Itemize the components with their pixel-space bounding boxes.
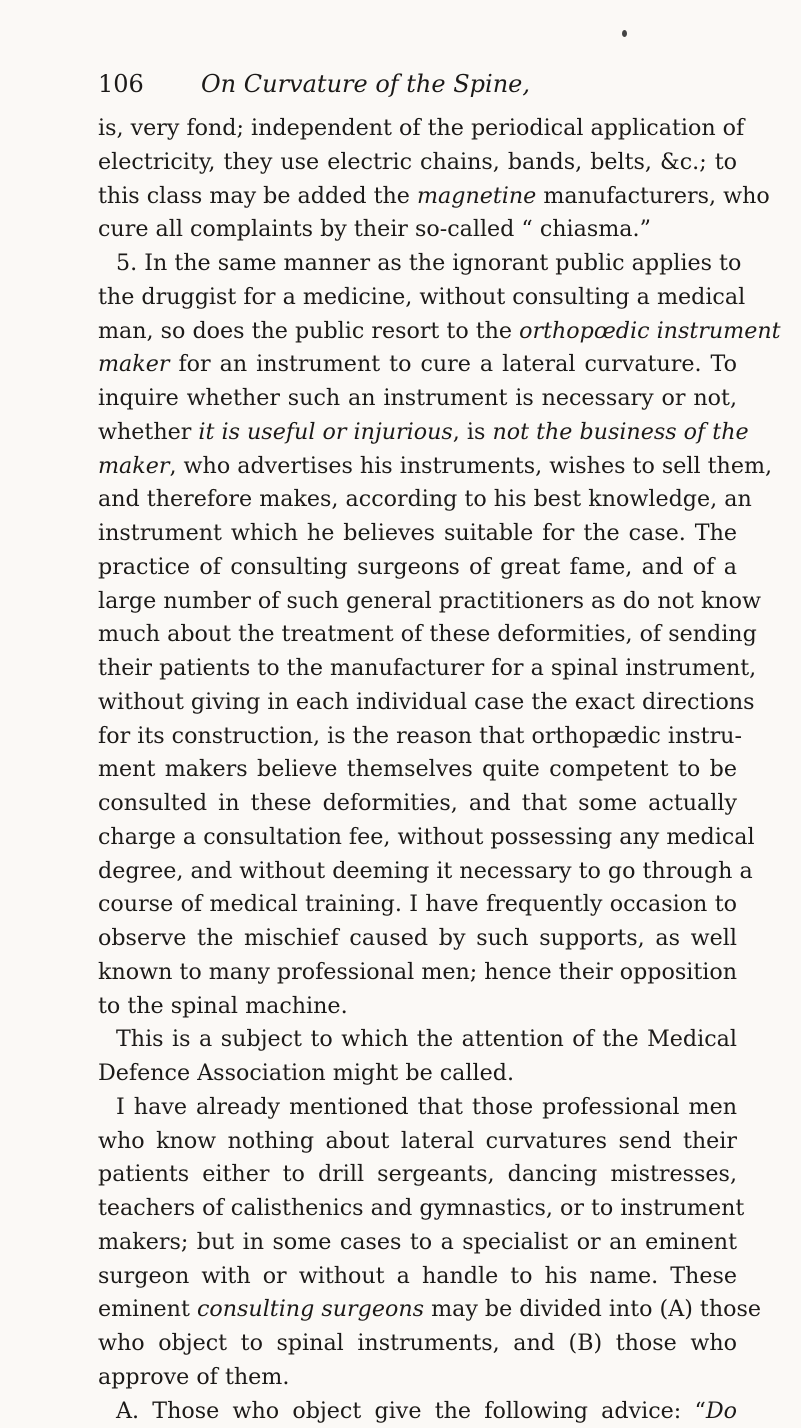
text-segment: Defence Association might be called. [98, 1060, 514, 1086]
text-line [98, 1361, 737, 1395]
text-segment: man, so does the public resort to the [98, 318, 519, 344]
text-segment: practice of consulting surgeons of great fame, and of a [98, 554, 737, 580]
ink-speck [622, 30, 627, 37]
text-segment: to the spinal machine. [98, 993, 348, 1019]
text-segment: I have already mentioned that those professional men [116, 1094, 737, 1120]
text-line [98, 1057, 737, 1091]
text-line [98, 112, 737, 146]
italic-segment: magnetine [417, 183, 536, 209]
text-segment: instrument which he believes suitable for the case. The [98, 520, 737, 546]
text-line [98, 483, 737, 517]
text-line [98, 416, 737, 450]
page-number: 106 [98, 66, 144, 102]
text-line [98, 1125, 737, 1159]
text-line [98, 686, 737, 720]
text-segment: who object to spinal instruments, and (B) those who [98, 1330, 737, 1356]
text-line [98, 652, 737, 686]
text-segment: for its construction, is the reason that orthopædic instru- [98, 723, 742, 749]
text-segment: This is a subject to which the attention of the Medical [116, 1026, 737, 1052]
text-segment: electricity, they use electric chains, bands, belts, &c.; to [98, 149, 737, 175]
text-line [98, 1260, 737, 1294]
italic-segment: maker [98, 453, 169, 479]
text-line [98, 585, 737, 619]
text-line [98, 1293, 737, 1327]
text-segment: , who advertises his instruments, wishes to sell them, [169, 453, 772, 479]
text-segment: inquire whether such an instrument is necessary or not, [98, 385, 737, 411]
text-segment: 5. In the same manner as the ignorant public applies to [116, 250, 741, 276]
text-segment: A. Those who object give the following advice: “ [116, 1398, 706, 1424]
text-line [98, 922, 737, 956]
text-line [98, 1091, 737, 1125]
text-segment: approve of them. [98, 1364, 289, 1390]
text-line [98, 956, 737, 990]
text-line [98, 618, 737, 652]
text-segment: teachers of calisthenics and gymnastics, or to instrument [98, 1195, 744, 1221]
italic-segment: it is useful or injurious [198, 419, 452, 445]
text-line [98, 382, 737, 416]
text-line [98, 888, 737, 922]
italic-segment: not the business of the [492, 419, 748, 445]
text-segment: course of medical training. I have frequently occasion to [98, 891, 737, 917]
text-segment: may be divided into (A) those [424, 1296, 761, 1322]
text-line [98, 450, 737, 484]
text-segment: this class may be added the [98, 183, 417, 209]
text-segment: large number of such general practitioners as do not know [98, 588, 761, 614]
text-line [98, 1023, 737, 1057]
italic-segment: consulting surgeons [197, 1296, 424, 1322]
body-text [98, 112, 737, 1428]
text-line [98, 348, 737, 382]
text-line [98, 1192, 737, 1226]
italic-segment: maker [98, 351, 169, 377]
running-title: On Curvature of the Spine, [201, 66, 530, 102]
text-line [98, 1327, 737, 1361]
text-line [98, 787, 737, 821]
text-segment: consulted in these deformities, and that some actually [98, 790, 737, 816]
text-line [98, 146, 737, 180]
text-segment: patients either to drill sergeants, dancing mistresses, [98, 1161, 737, 1187]
text-line [98, 213, 737, 247]
text-line [98, 821, 737, 855]
text-segment: for an instrument to cure a lateral curvature. To [169, 351, 737, 377]
text-segment: and therefore makes, according to his best knowledge, an [98, 486, 752, 512]
text-segment: who know nothing about lateral curvatures send their [98, 1128, 737, 1154]
text-segment: , is [453, 419, 493, 445]
page-header [98, 66, 738, 102]
text-line [98, 517, 737, 551]
text-segment: is, very fond; independent of the periodical application of [98, 115, 744, 141]
text-line [98, 180, 737, 214]
text-segment: cure all complaints by their so-called “ chiasma.” [98, 216, 651, 242]
text-line [98, 1395, 737, 1428]
text-segment: much about the treatment of these deformities, of sending [98, 621, 757, 647]
text-segment: surgeon with or without a handle to his name. These [98, 1263, 737, 1289]
text-segment: makers; but in some cases to a specialist or an eminent [98, 1229, 737, 1255]
text-line [98, 990, 737, 1024]
text-segment: whether [98, 419, 198, 445]
text-line [98, 855, 737, 889]
text-line [98, 720, 737, 754]
italic-segment: orthopœdic instrument [519, 318, 780, 344]
text-segment: their patients to the manufacturer for a spinal instrument, [98, 655, 756, 681]
text-line [98, 1158, 737, 1192]
text-segment: degree, and without deeming it necessary to go through a [98, 858, 753, 884]
text-segment: charge a consultation fee, without possessing any medical [98, 824, 755, 850]
text-line [98, 247, 737, 281]
text-line [98, 753, 737, 787]
text-segment: the druggist for a medicine, without consulting a medical [98, 284, 745, 310]
text-segment: known to many professional men; hence their opposition [98, 959, 737, 985]
text-line [98, 281, 737, 315]
text-line [98, 551, 737, 585]
text-segment: without giving in each individual case the exact directions [98, 689, 755, 715]
text-segment: manufacturers, who [536, 183, 769, 209]
text-line [98, 1226, 737, 1260]
text-line [98, 315, 737, 349]
text-segment: observe the mischief caused by such supports, as well [98, 925, 737, 951]
text-segment: ment makers believe themselves quite competent to be [98, 756, 737, 782]
italic-segment: Do [706, 1398, 737, 1424]
text-segment: eminent [98, 1296, 197, 1322]
